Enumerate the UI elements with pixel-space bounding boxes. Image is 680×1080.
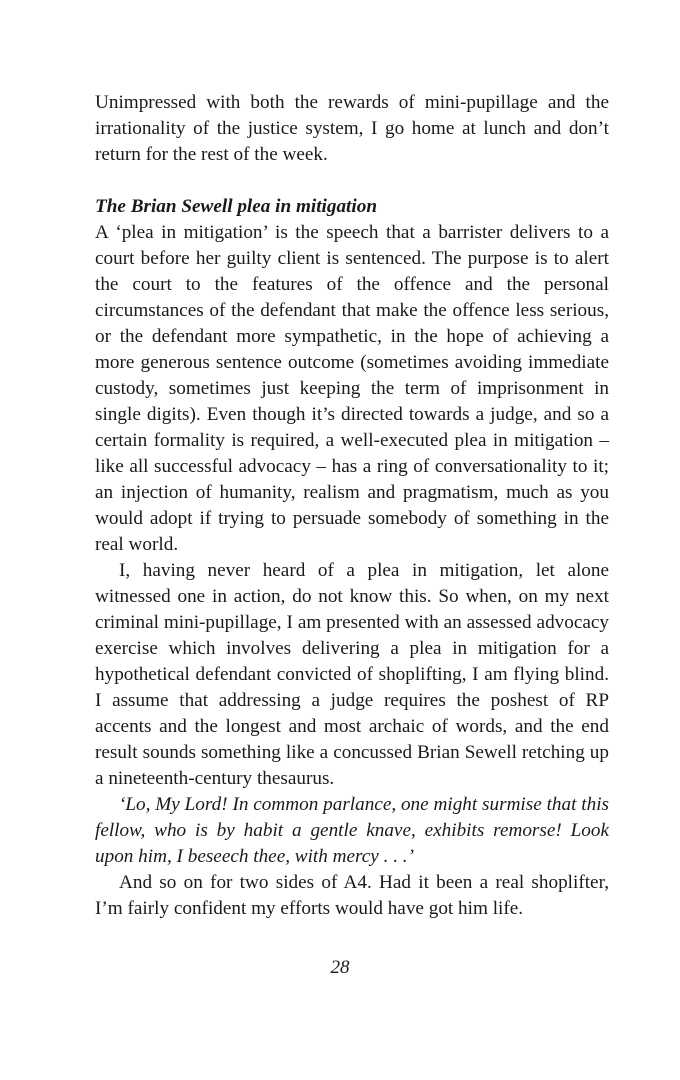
paragraph-quote: ‘Lo, My Lord! In common parlance, one might surmise that this fellow, who is by habit a gentle knave, exhibits remorse! Look upon him, I beseech thee, with mercy . . .’ (95, 794, 609, 867)
page-number: 28 (330, 957, 350, 978)
paragraph-intro: Unimpressed with both the rewards of mini-pupillage and the irrationality of the justice system, I go home at lunch and don’t return for the rest of the week. (95, 92, 609, 165)
paragraph-exercise: I, having never heard of a plea in mitigation, let alone witnessed one in action, do not know this. So when, on my next criminal mini-pupillage, I am presented with an assessed advocacy exercise which involves delivering a plea in mitigation for a hypothetical defendant convicted of shoplifting, I am flying blind. I assume that addressing a judge requires the poshest of RP accents and the longest and most archaic of words, and the end result sounds something like a concussed Brian Sewell retching up a nineteenth-century thesaurus. (95, 560, 609, 789)
section-heading: The Brian Sewell plea in mitigation (95, 196, 377, 217)
paragraph-definition: A ‘plea in mitigation’ is the speech that a barrister delivers to a court before her guilty client is sentenced. The purpose is to alert the court to the features of the offence and the personal circumstances of the defendant that make the offence less serious, or the defendant more sympathetic, in the hope of achieving a more generous sentence outcome (sometimes avoiding immediate custody, sometimes just keeping the term of imprisonment in single digits). Even though it’s directed towards a judge, and so a certain formality is required, a well-executed plea in mitigation – like all successful advocacy – has a ring of conversationality to it; an injection of humanity, realism and pragmatism, much as you would adopt if trying to persuade somebody of something in the real world. (95, 222, 609, 555)
paragraph-conclusion: And so on for two sides of A4. Had it been a real shoplifter, I’m fairly confident my efforts would have got him life. (95, 872, 609, 919)
page-body (95, 90, 609, 922)
